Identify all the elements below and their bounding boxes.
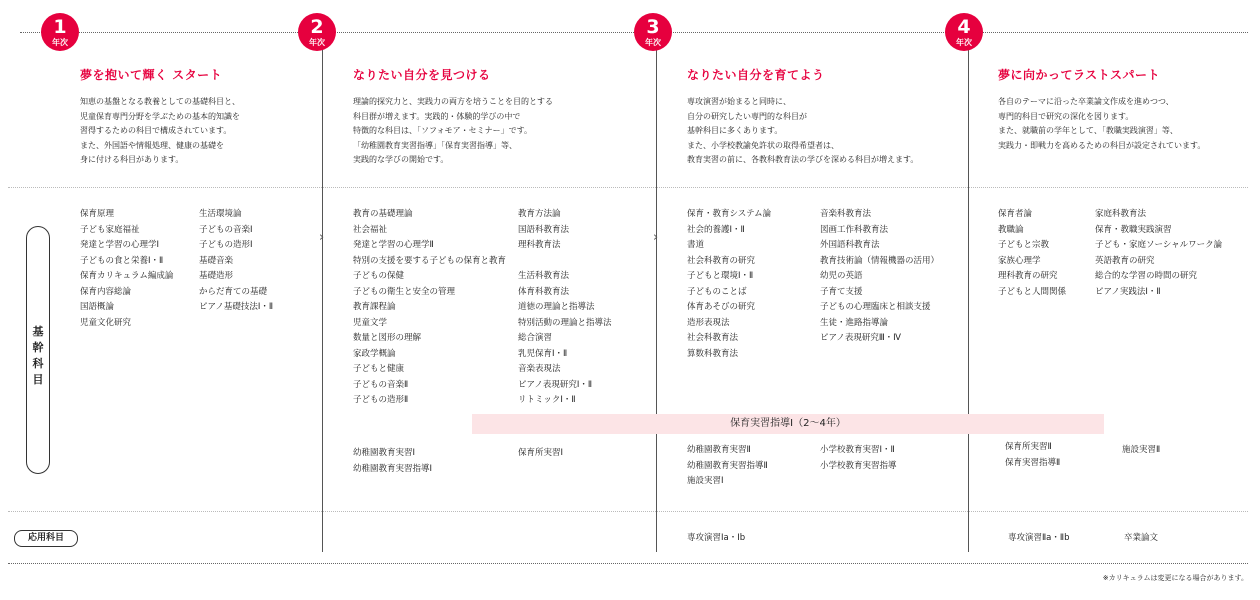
subject-item: 保育内容総論 [80,286,132,297]
subject-item: 英語教育の研究 [1095,255,1155,266]
year-unit: 年次 [956,38,972,47]
subject-item: 理科教育法 [518,240,561,250]
subject-item: 子どもの造形Ⅱ [353,395,409,405]
year-badge [298,13,336,51]
applied-list [687,531,745,547]
practice-guidance-band: 保育実習指導Ⅰ（2〜4年） [472,414,1104,434]
column-divider [968,44,969,552]
subject-item: 教育課程論 [353,302,396,312]
subject-item: 家政学概論 [353,348,396,359]
subject-item: 幼稚園教育実習Ⅱ [687,445,751,455]
year-number: 1 [53,16,67,38]
subject-item: 家庭科教育法 [1095,209,1147,219]
subject-item: 道徳の理論と指導法 [518,302,595,312]
subject-list [998,207,1066,300]
bottom-divider [8,563,1248,564]
practice-list [1122,443,1160,459]
subject-list [1095,207,1222,300]
subject-item: 子どもと健康 [353,364,405,374]
subject-item: 保育所実習Ⅰ [518,448,564,458]
description-line: 基幹科目に多くあります。 [687,126,783,135]
description-line: また、外国語や情報処理、健康の基礎を [80,140,224,150]
description-line: 実践力・即戦力を高めるための科目が設定されています。 [998,140,1206,150]
description-line: 専攻演習が始まると同時に、 [687,97,791,106]
year-badge [945,13,983,51]
year-unit: 年次 [309,38,325,47]
year-title: 夢を抱いて輝く スタート [80,68,223,82]
subject-item: 教育の基礎理論 [353,209,413,219]
subject-item: 保育者論 [998,209,1033,219]
subject-list [820,207,939,347]
subject-item: 基礎造形 [199,271,234,281]
column-divider [322,44,323,552]
subject-item: 子どもの心理臨床と相談支援 [820,302,931,312]
description-line: 理論的探究力と、実践力の両方を培うことを目的とする [353,97,553,106]
core-label-char: 科 [32,357,44,370]
year-unit: 年次 [645,38,661,47]
description-line: 身に付ける科目があります。 [80,155,184,164]
subject-item: 幼児の英語 [820,271,863,281]
subject-item: 児童文学 [353,317,388,328]
year-badge [634,13,672,51]
subject-item: 特別活動の理論と指導法 [518,317,612,328]
subject-item: からだ育ての基礎 [199,286,268,297]
year-description [998,95,1205,153]
subject-item: 体育科教育法 [518,286,570,297]
subject-item: 子どもの保健 [353,271,405,281]
column-divider [656,44,657,552]
description-line: 知恵の基盤となる教養としての基礎科目と、 [80,97,240,106]
subject-item: 保育・教職実践演習 [1095,224,1172,235]
subject-list [353,207,506,409]
chevron-right-icon: › [653,230,659,245]
subject-item: 造形表現法 [687,317,730,328]
subject-item: 音楽表現法 [518,364,561,374]
practice-list [353,446,432,477]
subject-item: 保育・教育システム論 [687,209,772,219]
applied-divider [8,511,1248,512]
subject-item: リトミックⅠ・Ⅱ [518,395,576,405]
subject-item: 保育所実習Ⅱ [1005,442,1052,452]
subject-item: 子どもと人間関係 [998,286,1067,297]
subject-item: 発達と学習の心理学Ⅱ [353,240,434,250]
practice-list [1005,440,1060,471]
core-subjects-label [26,226,50,474]
practice-list [687,443,768,490]
subject-item: 社会福祉 [353,224,388,235]
subject-list [199,207,273,316]
description-line: また、小学校教諭免許状の取得希望者は、 [687,140,839,150]
description-line: 教育実習の前に、各教科教育法の学びを深める科目が増えます。 [687,155,919,164]
subject-item: ピアノ基礎技法Ⅰ・Ⅱ [199,302,274,312]
subject-item: 生活科教育法 [518,271,570,281]
subject-item: 理科教育の研究 [998,271,1058,281]
subject-item: 専攻演習Ⅱa・Ⅱb [1008,533,1070,543]
subject-item: ピアノ表現研究Ⅲ・Ⅳ [820,333,902,343]
header-divider [8,187,1248,188]
subject-list [687,207,771,362]
subject-item: 保育実習指導Ⅱ [1005,457,1061,468]
practice-list [518,446,563,462]
subject-item: 社会科教育法 [687,333,739,343]
core-label-char: 幹 [32,341,44,354]
subject-item: 施設実習Ⅱ [1122,445,1161,455]
description-line: 習得するための科目で構成されています。 [80,126,232,135]
subject-item: 子どもの音楽Ⅰ [199,224,253,235]
description-line: 科目群が増えます。実践的・体験的学びの中で [353,111,521,121]
subject-item: 外国語科教育法 [820,240,880,250]
description-line: 「幼稚園教育実習指導」「保育実習指導」等、 [353,140,517,150]
subject-item: 生活環境論 [199,209,242,219]
year-description [80,95,240,168]
subject-item: 国語科教育法 [518,224,570,235]
description-line: 児童保育専門分野を学ぶための基本的知識を [80,111,240,121]
description-line: 特徴的な科目は、「ソフォモア・セミナー」です。 [353,126,532,135]
subject-item: 基礎音楽 [199,255,234,266]
footnote: ※カリキュラムは変更になる場合があります。 [1102,574,1248,582]
year-number: 4 [957,16,971,38]
subject-item: 音楽科教育法 [820,209,872,219]
subject-item: 子どもの造形Ⅰ [199,240,253,250]
subject-item: 保育原理 [80,209,115,219]
year-title: なりたい自分を見つける [353,68,491,82]
subject-item: 図画工作科教育法 [820,224,889,235]
subject-item: 社会的養護Ⅰ・Ⅱ [687,224,745,235]
year-badge [41,13,79,51]
year-unit: 年次 [52,38,68,47]
core-label-char: 目 [32,373,44,386]
subject-list [518,207,612,409]
subject-item: 卒業論文 [1124,533,1159,543]
description-line: 自分の研究したい専門的な科目が [687,111,807,121]
subject-item: 数量と図形の理解 [353,333,422,343]
subject-item: 体育あそびの研究 [687,302,756,312]
description-line: また、就職前の学年として、「教職実践演習」等、 [998,126,1178,135]
subject-item: 専攻演習Ⅰa・Ⅰb [687,533,746,543]
subject-item: 小学校教育実習指導 [820,460,897,471]
subject-item: 子どもの食と栄養Ⅰ・Ⅱ [80,255,164,266]
subject-item: 子どものことば [687,286,747,297]
year-number: 3 [646,16,660,38]
subject-list [80,207,173,331]
applied-subjects-label: 応用科目 [14,530,78,547]
subject-item: 特別の支援を要する子どもの保育と教育 [353,255,507,266]
core-label-char: 基 [32,325,44,338]
subject-item: 施設実習Ⅰ [687,476,724,486]
subject-item: 小学校教育実習Ⅰ・Ⅱ [820,445,895,455]
subject-item: 保育カリキュラム編成論 [80,271,174,281]
subject-item: 幼稚園教育実習指導Ⅰ [353,463,433,474]
year-title: 夢に向かってラストスパート [998,68,1161,82]
applied-list [1124,531,1158,547]
description-line: 実践的な学びの開始です。 [353,155,449,164]
subject-item: 子育て支援 [820,286,863,297]
subject-item: ピアノ表現研究Ⅰ・Ⅱ [518,379,593,390]
subject-item: 乳児保育Ⅰ・Ⅱ [518,348,568,359]
subject-item: 子ども・家庭ソーシャルワーク論 [1095,240,1223,250]
subject-item: 子どもと宗教 [998,240,1050,250]
year-description [687,95,918,168]
subject-item: 総合的な学習の時間の研究 [1095,271,1198,281]
year-number: 2 [310,16,324,38]
subject-item: 幼稚園教育実習指導Ⅱ [687,460,768,471]
description-line: 専門的科目で研究の深化を図ります。 [998,111,1134,121]
subject-item: 子ども家庭福祉 [80,224,140,235]
subject-item: 幼稚園教育実習Ⅰ [353,448,416,458]
applied-list [1008,531,1069,547]
subject-item: 子どもと環境Ⅰ・Ⅱ [687,271,754,281]
subject-item: 教育方法論 [518,209,561,219]
year-title: なりたい自分を育てよう [687,68,825,82]
subject-item: 発達と学習の心理学Ⅰ [80,240,160,250]
subject-item: 社会科教育の研究 [687,255,756,266]
chevron-right-icon: › [319,230,325,245]
description-line: 各自のテーマに沿った卒業論文作成を進めつつ、 [998,97,1174,106]
subject-item: 子どもの衛生と安全の管理 [353,286,456,297]
year-description [353,95,553,168]
subject-item [518,254,612,270]
subject-item: 書道 [687,240,705,250]
subject-item: 教職論 [998,224,1024,235]
subject-item: 国語概論 [80,302,115,312]
subject-item: ピアノ実践法Ⅰ・Ⅱ [1095,286,1161,297]
subject-item: 家族心理学 [998,255,1041,266]
subject-item: 教育技術論（情報機器の活用） [820,255,940,266]
subject-item: 子どもの音楽Ⅱ [353,379,409,390]
subject-item: 生徒・進路指導論 [820,317,889,328]
practice-list [820,443,897,474]
subject-item: 児童文化研究 [80,317,132,328]
subject-item: 算数科教育法 [687,348,739,359]
subject-item: 総合演習 [518,333,553,343]
